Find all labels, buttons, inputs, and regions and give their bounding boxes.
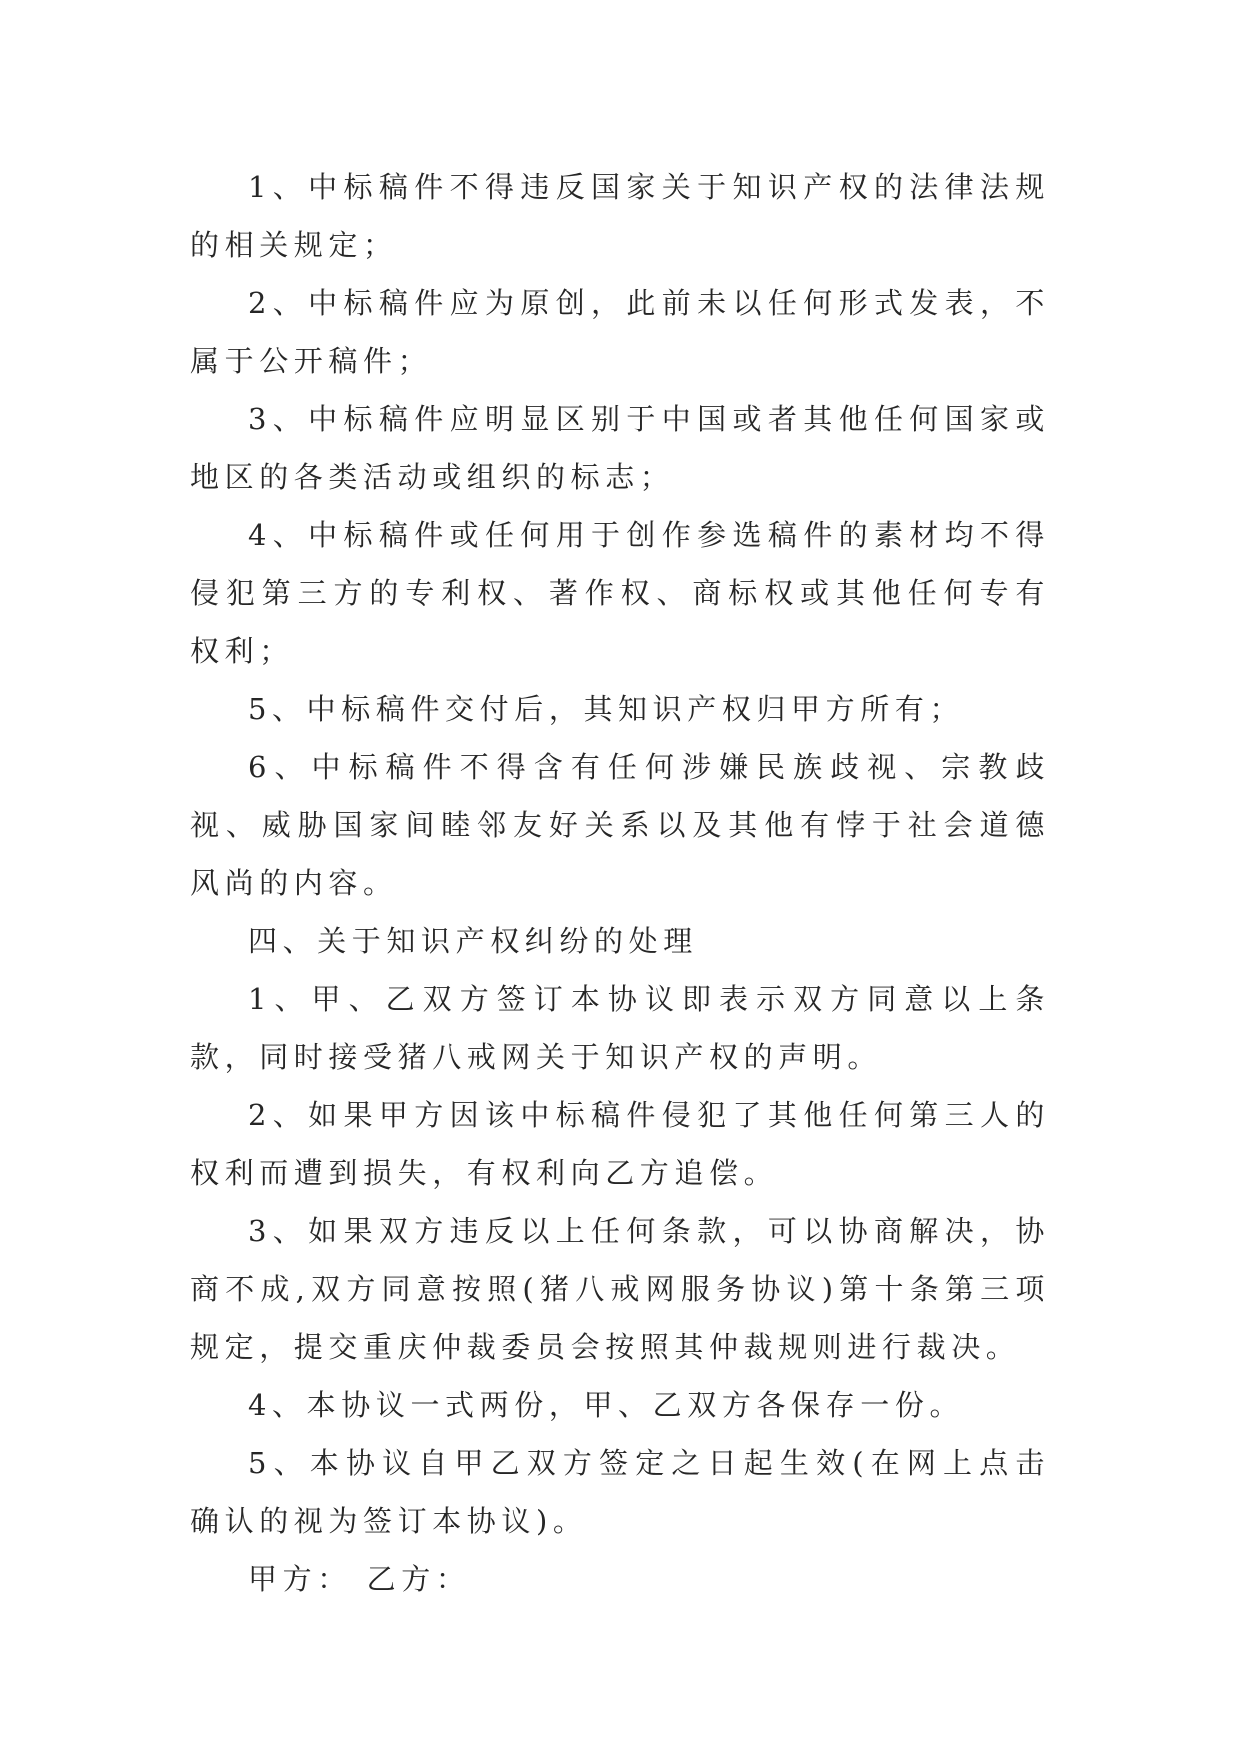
clause-2: 2、中标稿件应为原创，此前未以任何形式发表，不属于公开稿件； bbox=[190, 286, 1050, 378]
party-a-label: 甲方： bbox=[248, 1562, 352, 1596]
clause-3: 3、中标稿件应明显区别于中国或者其他任何国家或地区的各类活动或组织的标志； bbox=[190, 402, 1050, 494]
clause-5: 5、中标稿件交付后，其知识产权归甲方所有； bbox=[248, 692, 965, 726]
clause-4: 4、中标稿件或任何用于创作参选稿件的素材均不得侵犯第三方的专利权、著作权、商标权或其他任何专有权利； bbox=[190, 518, 1050, 668]
dispute-clause-5: 5、本协议自甲乙双方签定之日起生效(在网上点击确认的视为签订本协议)。 bbox=[190, 1446, 1050, 1538]
document-body bbox=[190, 158, 1050, 1608]
dispute-clause-2: 2、如果甲方因该中标稿件侵犯了其他任何第三人的权利而遭到损失，有权利向乙方追偿。 bbox=[190, 1098, 1050, 1190]
clause-1: 1、中标稿件不得违反国家关于知识产权的法律法规的相关规定； bbox=[190, 170, 1050, 262]
section-heading-dispute: 四、关于知识产权纠纷的处理 bbox=[248, 924, 698, 958]
dispute-clause-3: 3、如果双方违反以上任何条款，可以协商解决，协商不成,双方同意按照(猪八戒网服务协议)第十条第三项规定，提交重庆仲裁委员会按照其仲裁规则进行裁决。 bbox=[190, 1214, 1050, 1364]
signature-line bbox=[190, 1550, 1050, 1608]
party-b-label: 乙方： bbox=[366, 1562, 471, 1596]
dispute-clause-4: 4、本协议一式两份，甲、乙双方各保存一份。 bbox=[248, 1388, 965, 1422]
clause-6: 6、中标稿件不得含有任何涉嫌民族歧视、宗教歧视、威胁国家间睦邻友好关系以及其他有悖于社会道德风尚的内容。 bbox=[190, 750, 1050, 900]
dispute-clause-1: 1、甲、乙双方签订本协议即表示双方同意以上条款，同时接受猪八戒网关于知识产权的声明。 bbox=[190, 982, 1050, 1074]
